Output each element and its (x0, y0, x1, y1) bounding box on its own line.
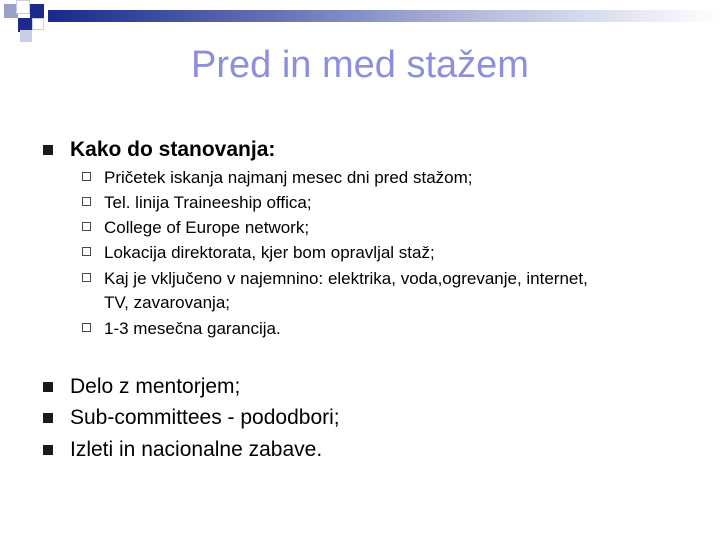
checkbox-bullet-icon (82, 222, 91, 231)
checkbox-bullet-icon (82, 247, 91, 256)
square-bullet-icon (43, 413, 53, 423)
bullet-text: Delo z mentorjem; (70, 375, 241, 398)
deco-square (16, 0, 30, 14)
sub-bullet-item (104, 217, 694, 239)
bullet-item (70, 373, 240, 401)
sub-bullet-text: Pričetek iskanja najmanj mesec dni pred stažom; (104, 168, 473, 187)
bullet-item (70, 436, 322, 464)
sub-bullet-item (104, 242, 694, 264)
bullet-item (70, 404, 340, 432)
square-bullet-icon (43, 382, 53, 392)
header-gradient-bar (48, 10, 720, 22)
checkbox-bullet-icon (82, 197, 91, 206)
slide-title: Pred in med stažem (191, 44, 529, 86)
sub-bullet-continuation (104, 292, 694, 314)
deco-square (32, 18, 44, 30)
sub-bullet-text: TV, zavarovanja; (104, 293, 230, 312)
bullet-text: Sub-committees - pododbori; (70, 406, 340, 429)
sub-bullet-item (104, 318, 694, 340)
square-bullet-icon (43, 145, 53, 155)
sub-bullet-text: College of Europe network; (104, 218, 310, 237)
deco-square (20, 30, 32, 42)
sub-bullet-text: 1-3 mesečna garancija. (104, 319, 281, 338)
bullet-text: Kako do stanovanja: (70, 138, 276, 161)
checkbox-bullet-icon (82, 273, 91, 282)
bullet-text: Izleti in nacionalne zabave. (70, 438, 323, 461)
sub-bullet-text: Lokacija direktorata, kjer bom opravljal staž; (104, 243, 435, 262)
bullet-item-heading (70, 136, 275, 164)
sub-bullet-text: Kaj je vključeno v najemnino: elektrika, voda,ogrevanje, internet, (104, 269, 588, 288)
sub-bullet-item (104, 167, 694, 189)
sub-bullet-item (104, 192, 694, 214)
sub-bullet-text: Tel. linija Traineeship offica; (104, 193, 312, 212)
deco-square (30, 4, 44, 18)
sub-bullet-item (104, 268, 694, 290)
checkbox-bullet-icon (82, 172, 91, 181)
checkbox-bullet-icon (82, 323, 91, 332)
square-bullet-icon (43, 445, 53, 455)
